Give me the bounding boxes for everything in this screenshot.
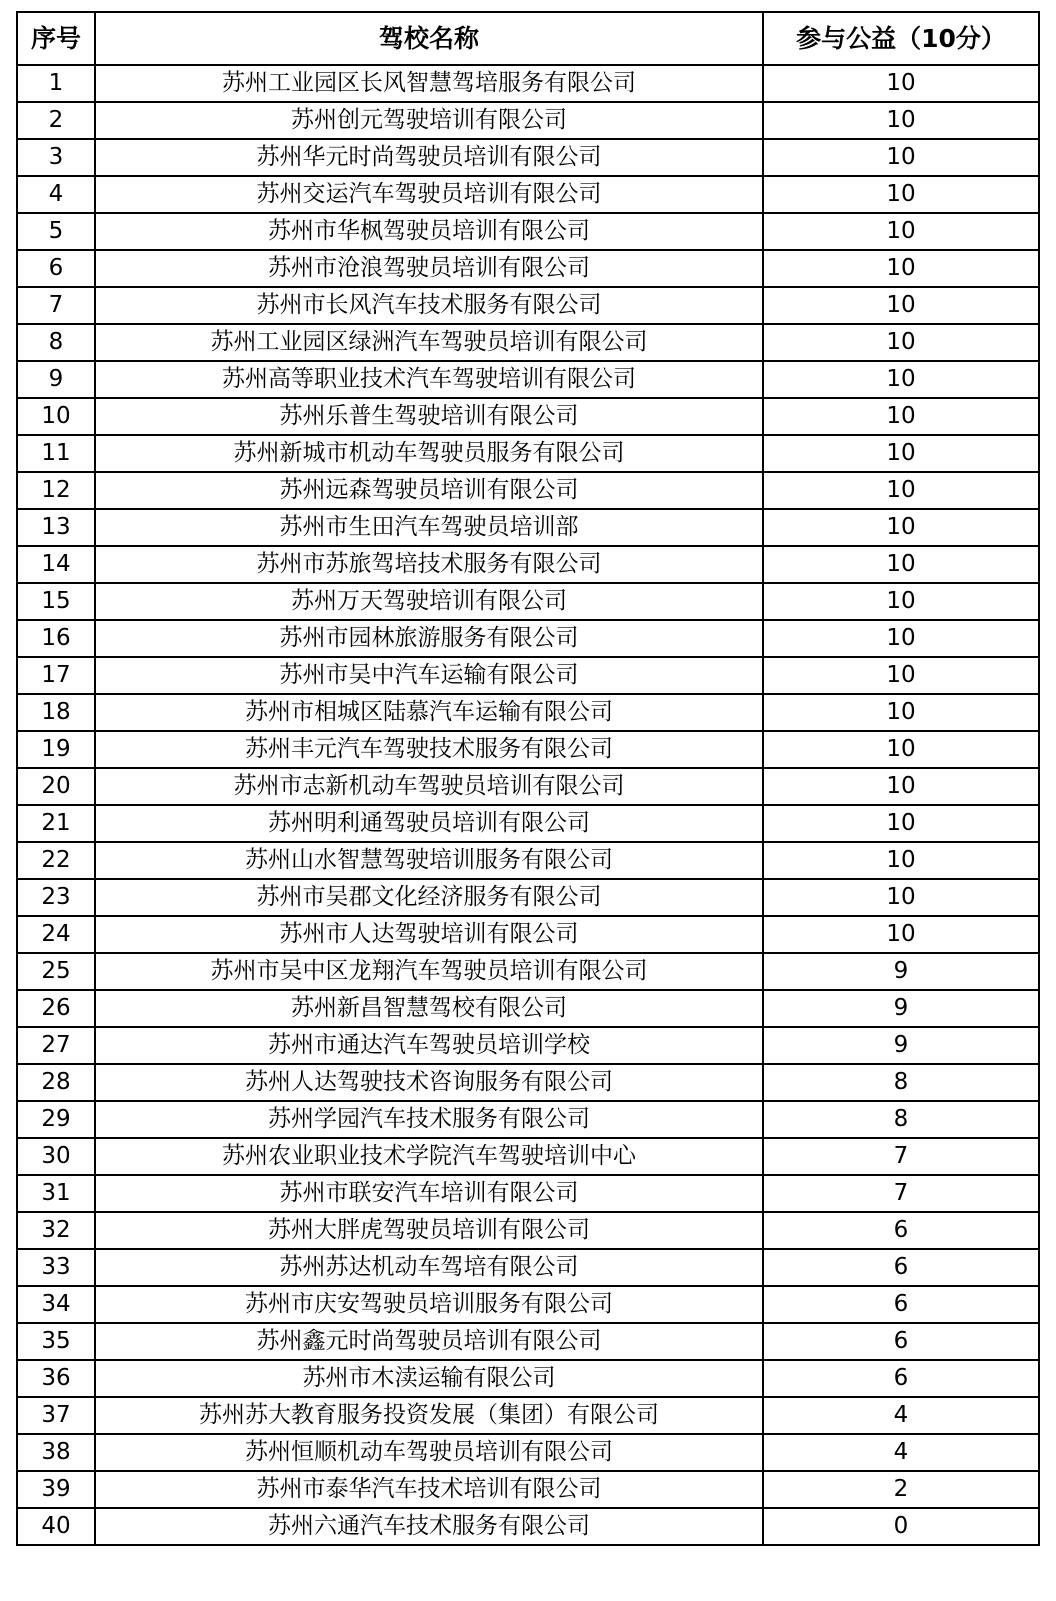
school-name-cell: 苏州市园林旅游服务有限公司 — [95, 620, 763, 657]
header-row — [17, 12, 1039, 65]
row-index-cell: 40 — [17, 1508, 95, 1545]
school-name-cell: 苏州大胖虎驾驶员培训有限公司 — [95, 1212, 763, 1249]
school-name-cell: 苏州市相城区陆慕汽车运输有限公司 — [95, 694, 763, 731]
school-name-cell: 苏州学园汽车技术服务有限公司 — [95, 1101, 763, 1138]
table-row — [17, 583, 1039, 620]
school-name-cell: 苏州山水智慧驾驶培训服务有限公司 — [95, 842, 763, 879]
table-row — [17, 731, 1039, 768]
charity-score-cell: 10 — [763, 102, 1039, 139]
row-index-cell: 16 — [17, 620, 95, 657]
row-index-cell: 4 — [17, 176, 95, 213]
table-row — [17, 1175, 1039, 1212]
school-name-cell: 苏州交运汽车驾驶员培训有限公司 — [95, 176, 763, 213]
charity-score-cell: 10 — [763, 176, 1039, 213]
row-index-cell: 31 — [17, 1175, 95, 1212]
charity-score-cell: 2 — [763, 1471, 1039, 1508]
table-row — [17, 657, 1039, 694]
row-index-cell: 21 — [17, 805, 95, 842]
table-row — [17, 1101, 1039, 1138]
charity-score-cell: 10 — [763, 694, 1039, 731]
row-index-cell: 17 — [17, 657, 95, 694]
charity-score-cell: 4 — [763, 1397, 1039, 1434]
charity-score-cell: 4 — [763, 1434, 1039, 1471]
school-name-cell: 苏州丰元汽车驾驶技术服务有限公司 — [95, 731, 763, 768]
charity-score-cell: 10 — [763, 435, 1039, 472]
school-name-cell: 苏州市生田汽车驾驶员培训部 — [95, 509, 763, 546]
row-index-cell: 2 — [17, 102, 95, 139]
table-row — [17, 398, 1039, 435]
row-index-cell: 6 — [17, 250, 95, 287]
school-name-cell: 苏州鑫元时尚驾驶员培训有限公司 — [95, 1323, 763, 1360]
table-row — [17, 1138, 1039, 1175]
row-index-cell: 27 — [17, 1027, 95, 1064]
charity-score-cell: 10 — [763, 213, 1039, 250]
school-name-cell: 苏州市吴郡文化经济服务有限公司 — [95, 879, 763, 916]
row-index-cell: 34 — [17, 1286, 95, 1323]
school-name-cell: 苏州新昌智慧驾校有限公司 — [95, 990, 763, 1027]
table-row — [17, 916, 1039, 953]
row-index-cell: 39 — [17, 1471, 95, 1508]
table-row — [17, 65, 1039, 102]
school-name-cell: 苏州新城市机动车驾驶员服务有限公司 — [95, 435, 763, 472]
school-name-cell: 苏州市吴中汽车运输有限公司 — [95, 657, 763, 694]
charity-score-cell: 10 — [763, 805, 1039, 842]
school-name-cell: 苏州市苏旅驾培技术服务有限公司 — [95, 546, 763, 583]
header-index: 序号 — [17, 12, 95, 65]
school-name-cell: 苏州乐普生驾驶培训有限公司 — [95, 398, 763, 435]
school-name-cell: 苏州恒顺机动车驾驶员培训有限公司 — [95, 1434, 763, 1471]
school-name-cell: 苏州苏大教育服务投资发展（集团）有限公司 — [95, 1397, 763, 1434]
table-row — [17, 324, 1039, 361]
table-row — [17, 1397, 1039, 1434]
school-name-cell: 苏州市志新机动车驾驶员培训有限公司 — [95, 768, 763, 805]
table-header — [17, 12, 1039, 65]
table-row — [17, 842, 1039, 879]
table-row — [17, 435, 1039, 472]
school-name-cell: 苏州远森驾驶员培训有限公司 — [95, 472, 763, 509]
charity-score-cell: 10 — [763, 657, 1039, 694]
header-school-name: 驾校名称 — [95, 12, 763, 65]
charity-score-cell: 6 — [763, 1249, 1039, 1286]
school-name-cell: 苏州市泰华汽车技术培训有限公司 — [95, 1471, 763, 1508]
charity-score-cell: 10 — [763, 768, 1039, 805]
row-index-cell: 8 — [17, 324, 95, 361]
charity-score-cell: 8 — [763, 1064, 1039, 1101]
table-row — [17, 287, 1039, 324]
row-index-cell: 19 — [17, 731, 95, 768]
charity-score-cell: 10 — [763, 250, 1039, 287]
school-name-cell: 苏州市吴中区龙翔汽车驾驶员培训有限公司 — [95, 953, 763, 990]
table-row — [17, 694, 1039, 731]
charity-score-cell: 10 — [763, 398, 1039, 435]
table-row — [17, 1212, 1039, 1249]
school-name-cell: 苏州人达驾驶技术咨询服务有限公司 — [95, 1064, 763, 1101]
row-index-cell: 9 — [17, 361, 95, 398]
charity-score-cell: 0 — [763, 1508, 1039, 1545]
charity-score-cell: 10 — [763, 916, 1039, 953]
row-index-cell: 10 — [17, 398, 95, 435]
row-index-cell: 25 — [17, 953, 95, 990]
table-row — [17, 361, 1039, 398]
row-index-cell: 12 — [17, 472, 95, 509]
table-row — [17, 1286, 1039, 1323]
row-index-cell: 13 — [17, 509, 95, 546]
charity-score-cell: 10 — [763, 361, 1039, 398]
charity-score-cell: 6 — [763, 1360, 1039, 1397]
row-index-cell: 14 — [17, 546, 95, 583]
row-index-cell: 36 — [17, 1360, 95, 1397]
row-index-cell: 23 — [17, 879, 95, 916]
charity-score-cell: 10 — [763, 65, 1039, 102]
school-name-cell: 苏州苏达机动车驾培有限公司 — [95, 1249, 763, 1286]
row-index-cell: 35 — [17, 1323, 95, 1360]
table-row — [17, 1471, 1039, 1508]
school-name-cell: 苏州市庆安驾驶员培训服务有限公司 — [95, 1286, 763, 1323]
charity-score-cell: 8 — [763, 1101, 1039, 1138]
school-name-cell: 苏州市通达汽车驾驶员培训学校 — [95, 1027, 763, 1064]
charity-score-cell: 10 — [763, 287, 1039, 324]
school-name-cell: 苏州明利通驾驶员培训有限公司 — [95, 805, 763, 842]
charity-score-cell: 9 — [763, 1027, 1039, 1064]
charity-score-cell: 7 — [763, 1138, 1039, 1175]
table-row — [17, 990, 1039, 1027]
charity-score-cell: 10 — [763, 583, 1039, 620]
table-row — [17, 213, 1039, 250]
charity-score-cell: 10 — [763, 546, 1039, 583]
table-row — [17, 1360, 1039, 1397]
row-index-cell: 11 — [17, 435, 95, 472]
row-index-cell: 38 — [17, 1434, 95, 1471]
charity-score-cell: 10 — [763, 509, 1039, 546]
table-row — [17, 805, 1039, 842]
row-index-cell: 20 — [17, 768, 95, 805]
school-name-cell: 苏州市沧浪驾驶员培训有限公司 — [95, 250, 763, 287]
table-row — [17, 546, 1039, 583]
driving-school-table — [16, 11, 1040, 1546]
school-name-cell: 苏州农业职业技术学院汽车驾驶培训中心 — [95, 1138, 763, 1175]
school-name-cell: 苏州市长风汽车技术服务有限公司 — [95, 287, 763, 324]
table-row — [17, 1249, 1039, 1286]
table-row — [17, 1508, 1039, 1545]
table-row — [17, 139, 1039, 176]
charity-score-cell: 7 — [763, 1175, 1039, 1212]
charity-score-cell: 6 — [763, 1323, 1039, 1360]
row-index-cell: 24 — [17, 916, 95, 953]
school-name-cell: 苏州万天驾驶培训有限公司 — [95, 583, 763, 620]
table-row — [17, 250, 1039, 287]
row-index-cell: 28 — [17, 1064, 95, 1101]
charity-score-cell: 10 — [763, 472, 1039, 509]
charity-score-cell: 10 — [763, 842, 1039, 879]
row-index-cell: 37 — [17, 1397, 95, 1434]
charity-score-cell: 10 — [763, 731, 1039, 768]
row-index-cell: 7 — [17, 287, 95, 324]
school-name-cell: 苏州市联安汽车培训有限公司 — [95, 1175, 763, 1212]
row-index-cell: 18 — [17, 694, 95, 731]
row-index-cell: 32 — [17, 1212, 95, 1249]
charity-score-cell: 9 — [763, 990, 1039, 1027]
table-body — [17, 65, 1039, 1545]
row-index-cell: 33 — [17, 1249, 95, 1286]
table-row — [17, 1434, 1039, 1471]
charity-score-cell: 6 — [763, 1212, 1039, 1249]
charity-score-cell: 10 — [763, 620, 1039, 657]
charity-score-cell: 6 — [763, 1286, 1039, 1323]
table-row — [17, 953, 1039, 990]
table-row — [17, 1064, 1039, 1101]
charity-score-cell: 10 — [763, 879, 1039, 916]
table-row — [17, 102, 1039, 139]
school-name-cell: 苏州华元时尚驾驶员培训有限公司 — [95, 139, 763, 176]
header-charity-score: 参与公益（10分） — [763, 12, 1039, 65]
row-index-cell: 30 — [17, 1138, 95, 1175]
table-row — [17, 176, 1039, 213]
school-name-cell: 苏州创元驾驶培训有限公司 — [95, 102, 763, 139]
row-index-cell: 3 — [17, 139, 95, 176]
charity-score-cell: 10 — [763, 324, 1039, 361]
school-name-cell: 苏州工业园区绿洲汽车驾驶员培训有限公司 — [95, 324, 763, 361]
row-index-cell: 29 — [17, 1101, 95, 1138]
table-row — [17, 768, 1039, 805]
school-name-cell: 苏州六通汽车技术服务有限公司 — [95, 1508, 763, 1545]
table-row — [17, 620, 1039, 657]
row-index-cell: 26 — [17, 990, 95, 1027]
table-row — [17, 1027, 1039, 1064]
school-name-cell: 苏州市人达驾驶培训有限公司 — [95, 916, 763, 953]
row-index-cell: 15 — [17, 583, 95, 620]
school-name-cell: 苏州市木渎运输有限公司 — [95, 1360, 763, 1397]
table-row — [17, 509, 1039, 546]
school-name-cell: 苏州工业园区长风智慧驾培服务有限公司 — [95, 65, 763, 102]
charity-score-cell: 9 — [763, 953, 1039, 990]
table-row — [17, 879, 1039, 916]
table-row — [17, 1323, 1039, 1360]
row-index-cell: 22 — [17, 842, 95, 879]
charity-score-cell: 10 — [763, 139, 1039, 176]
table-row — [17, 472, 1039, 509]
school-name-cell: 苏州市华枫驾驶员培训有限公司 — [95, 213, 763, 250]
row-index-cell: 1 — [17, 65, 95, 102]
row-index-cell: 5 — [17, 213, 95, 250]
school-name-cell: 苏州高等职业技术汽车驾驶培训有限公司 — [95, 361, 763, 398]
